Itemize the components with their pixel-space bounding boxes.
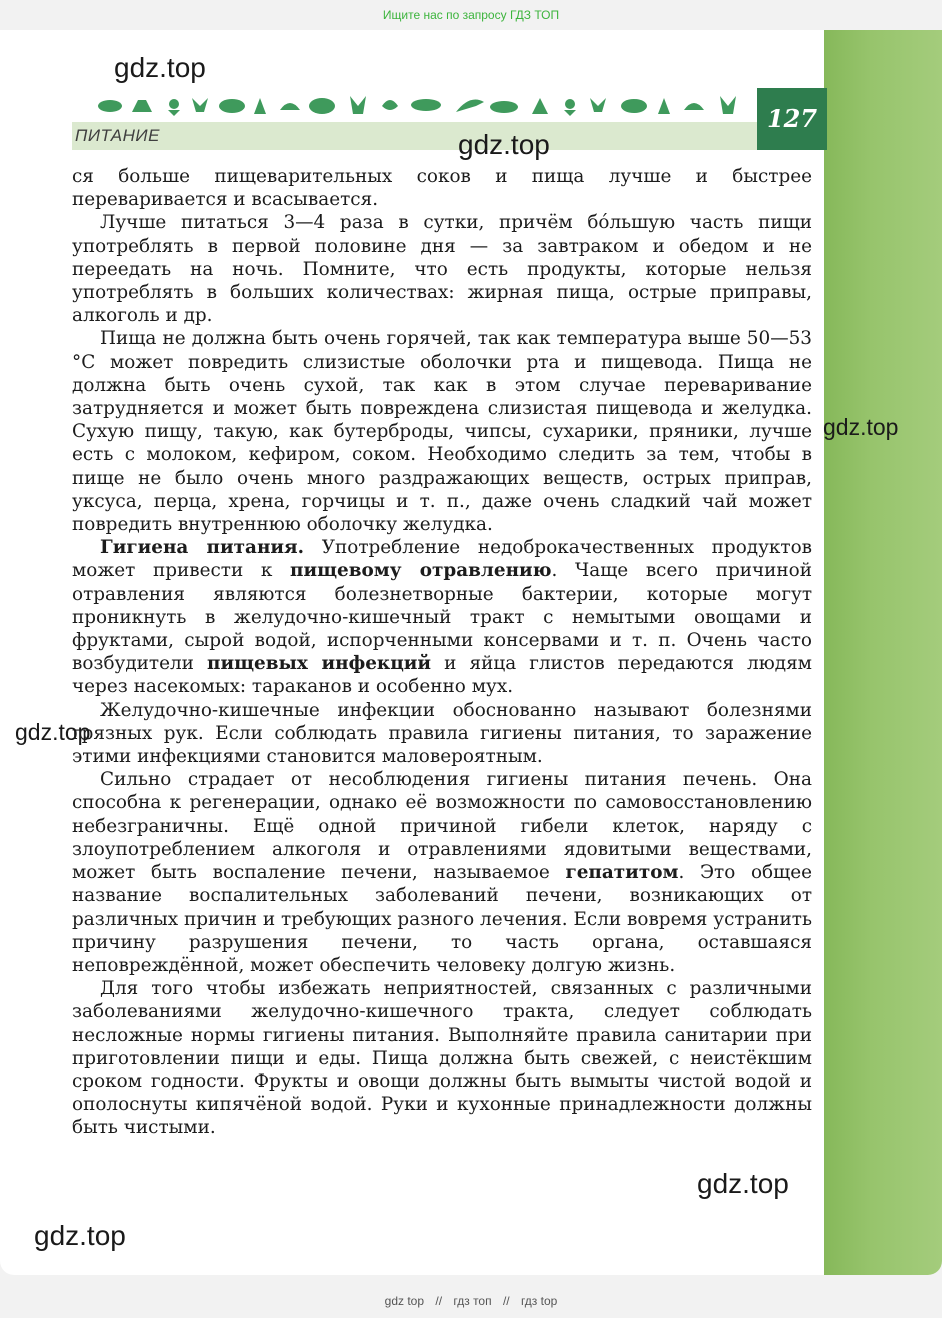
body-text xyxy=(72,165,812,1140)
term-bold: Гигиена питания. xyxy=(100,537,305,559)
text-run: . Чаще всего причиной отравления являются болезнетворные бактерии, которые могут проникнуть в желудочно-кишечный тракт с немытыми овощами и фруктами, сырой водой, испорченными консервами и т. п. Очень часто возбудители xyxy=(72,560,812,675)
section-header-bar xyxy=(72,122,757,150)
watermark: gdz.top xyxy=(458,129,550,160)
footer-link[interactable]: гдз top xyxy=(520,1294,558,1308)
term-bold: пищевых инфекций xyxy=(207,653,432,675)
paragraph: ся больше пищеварительных соков и пища лучше и быстрее переваривается и всасывается. xyxy=(72,166,812,211)
watermark: gdz.top xyxy=(34,1220,126,1251)
text-run: . Это общее название воспалительных заболеваний печени, возникающих от различных причин и требующих разного лечения. Если вовремя устранить причину разрушения печени, то часть органа, оставшаяся неповреждённой, может обеспечить человеку долгую жизнь. xyxy=(72,862,812,976)
term-bold: гепатитом xyxy=(565,862,679,884)
page-number: 127 xyxy=(757,88,827,150)
text-run: Употребление недоброкачественных продуктов может привести к xyxy=(72,537,813,582)
text-run: Сильно страдает от несоблюдения гигиены питания печень. Она способна к регенерации, однако её возможности по самовосстановлению небезграничны. Ещё одной причиной гибели клеток, наряду с злоупотреблением алкоголя и отравлениями ядовитыми веществами, может быть воспаление печени, называемое xyxy=(72,769,812,884)
paragraph: Желудочно-кишечные инфекции обоснованно называют болезнями грязных рук. Если соблюдать правила гигиены питания, то заражение этими инфекциями становится маловероятным. xyxy=(72,699,812,768)
section-title: ПИТАНИЕ xyxy=(75,126,160,145)
watermark: gdz.top xyxy=(114,52,206,83)
footer-separator: // xyxy=(502,1294,510,1308)
paragraph xyxy=(72,536,812,698)
term-bold: пищевому отравлению xyxy=(290,560,552,582)
footer-links xyxy=(0,1290,942,1312)
paragraph: Лучше питаться 3—4 раза в сутки, причём бóльшую часть пищи употреблять в первой половине дня — за завтраком и обедом и не переедать на ночь. Помните, что есть продукты, которые нельзя употреблять в больших количествах: жирная пища, острые приправы, алкоголь и др. xyxy=(72,212,812,327)
footer-link[interactable]: гдз топ xyxy=(453,1294,492,1308)
watermark: gdz.top xyxy=(823,414,899,440)
textbook-page xyxy=(0,30,942,1275)
text-run: и яйца глистов передаются людям через насекомых: тараканов и особенно мух. xyxy=(72,653,812,698)
paragraph xyxy=(72,768,812,977)
paragraph: Для того чтобы избежать неприятностей, связанных с различными заболеваниями желудочно-кишечного тракта, следует соблюдать несложные нормы гигиены питания. Выполняйте правила санитарии при приготовлении пищи и еды. Пища должна быть свежей, с неистёкшим сроком годности. Фрукты и овощи должны быть вымыты чистой водой и ополоснуты кипячёной водой. Руки и кухонные принадлежности должны быть чистыми. xyxy=(72,978,812,1139)
page-edge-strip xyxy=(824,30,942,1275)
watermark: gdz.top xyxy=(697,1168,789,1199)
footer-separator: // xyxy=(435,1294,443,1308)
animal-silhouettes-icon xyxy=(96,92,746,118)
paragraph: Пища не должна быть очень горячей, так как температура выше 50—53 °С может повредить слизистые оболочки рта и пищевода. Пища не должна быть очень сухой, так как в этом случае переваривание затрудняется и может быть повреждена слизистая пищевода и желудка. Сухую пищу, такую, как бутерброды, чипсы, сухарики, пряники, лучше есть с молоком, кефиром, соком. Необходимо следить за тем, чтобы в пище не было очень много раздражающих веществ, острых приправ, уксуса, перца, хрена, горчицы и т. п., даже очень сладкий чай может повредить внутреннюю оболочку желудка. xyxy=(72,328,812,536)
top-banner: Ищите нас по запросу ГДЗ ТОП xyxy=(382,8,560,22)
watermark: gdz.top xyxy=(15,719,91,745)
footer-link[interactable]: gdz top xyxy=(384,1294,425,1308)
